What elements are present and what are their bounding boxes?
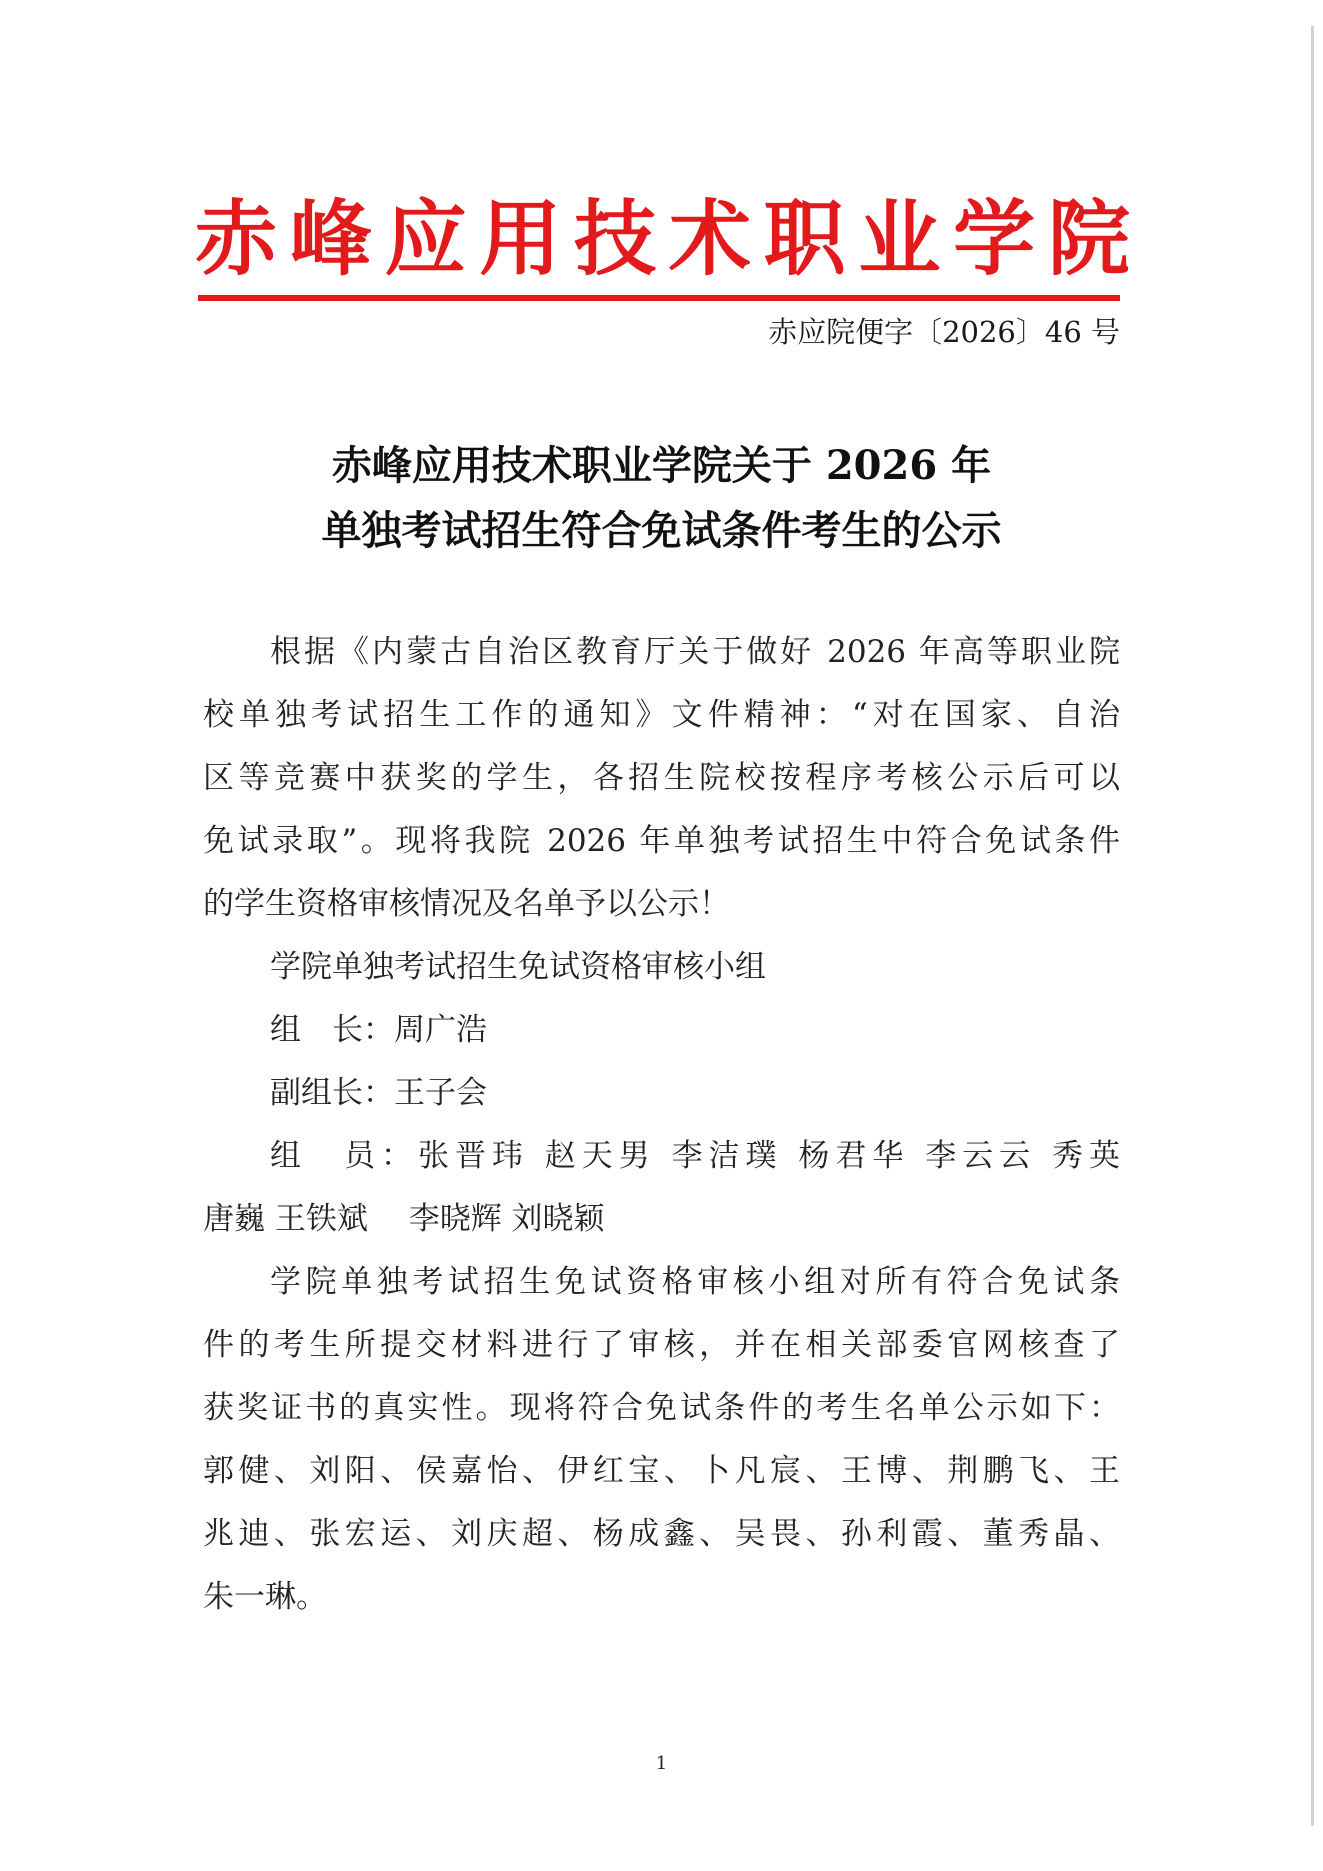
page-number: 1	[655, 1753, 668, 1774]
institution-char: 峰	[289, 192, 372, 287]
institution-char: 赤	[195, 192, 278, 287]
institution-char: 业	[858, 192, 941, 287]
institution-char: 技	[574, 192, 657, 287]
header-divider	[198, 295, 1120, 301]
institution-char: 术	[668, 192, 751, 287]
candidate-names-line: 郭健、刘阳、侯嘉怡、伊红宝、卜凡宸、王博、荆鹏飞、王	[203, 1453, 1120, 1489]
body-paragraph-line: 学院单独考试招生免试资格审核小组对所有符合免试条	[270, 1264, 1120, 1300]
institution-header	[195, 185, 1130, 295]
group-leader-line: 组 长：周广浩	[270, 1012, 487, 1048]
candidate-names-line: 朱一琳。	[203, 1579, 327, 1615]
group-members-line: 组 员：张晋玮 赵天男 李洁璞 杨君华 李云云 秀英	[270, 1138, 1120, 1174]
document-number: 赤应院便字〔2026〕46 号	[768, 315, 1120, 349]
candidate-names-line: 兆迪、张宏运、刘庆超、杨成鑫、吴畏、孙利霞、董秀晶、	[203, 1516, 1120, 1552]
institution-char: 学	[953, 192, 1036, 287]
institution-char: 职	[763, 192, 846, 287]
document-title-line-1: 赤峰应用技术职业学院关于 2026 年	[331, 442, 992, 489]
body-paragraph-line: 区等竞赛中获奖的学生，各招生院校按程序考核公示后可以	[203, 760, 1120, 796]
body-paragraph-line: 的学生资格审核情况及名单予以公示！	[203, 886, 730, 922]
document-title-line-2: 单独考试招生符合免试条件考生的公示	[321, 507, 1002, 554]
scan-edge	[1311, 26, 1314, 1826]
group-members-line: 唐巍 王铁斌 李晓辉 刘晓颖	[203, 1201, 605, 1237]
body-paragraph-line: 免试录取”。现将我院 2026 年单独考试招生中符合免试条件	[203, 823, 1120, 859]
institution-char: 用	[479, 192, 562, 287]
body-paragraph-line: 获奖证书的真实性。现将符合免试条件的考生名单公示如下：	[203, 1390, 1120, 1426]
institution-char: 院	[1047, 192, 1130, 287]
body-paragraph-line: 根据《内蒙古自治区教育厅关于做好 2026 年高等职业院	[270, 634, 1120, 670]
deputy-leader-line: 副组长：王子会	[270, 1075, 487, 1111]
body-paragraph-line: 校单独考试招生工作的通知》文件精神：“对在国家、自治	[203, 697, 1120, 733]
review-group-heading: 学院单独考试招生免试资格审核小组	[270, 949, 766, 985]
institution-char: 应	[384, 192, 467, 287]
body-paragraph-line: 件的考生所提交材料进行了审核，并在相关部委官网核查了	[203, 1327, 1120, 1363]
